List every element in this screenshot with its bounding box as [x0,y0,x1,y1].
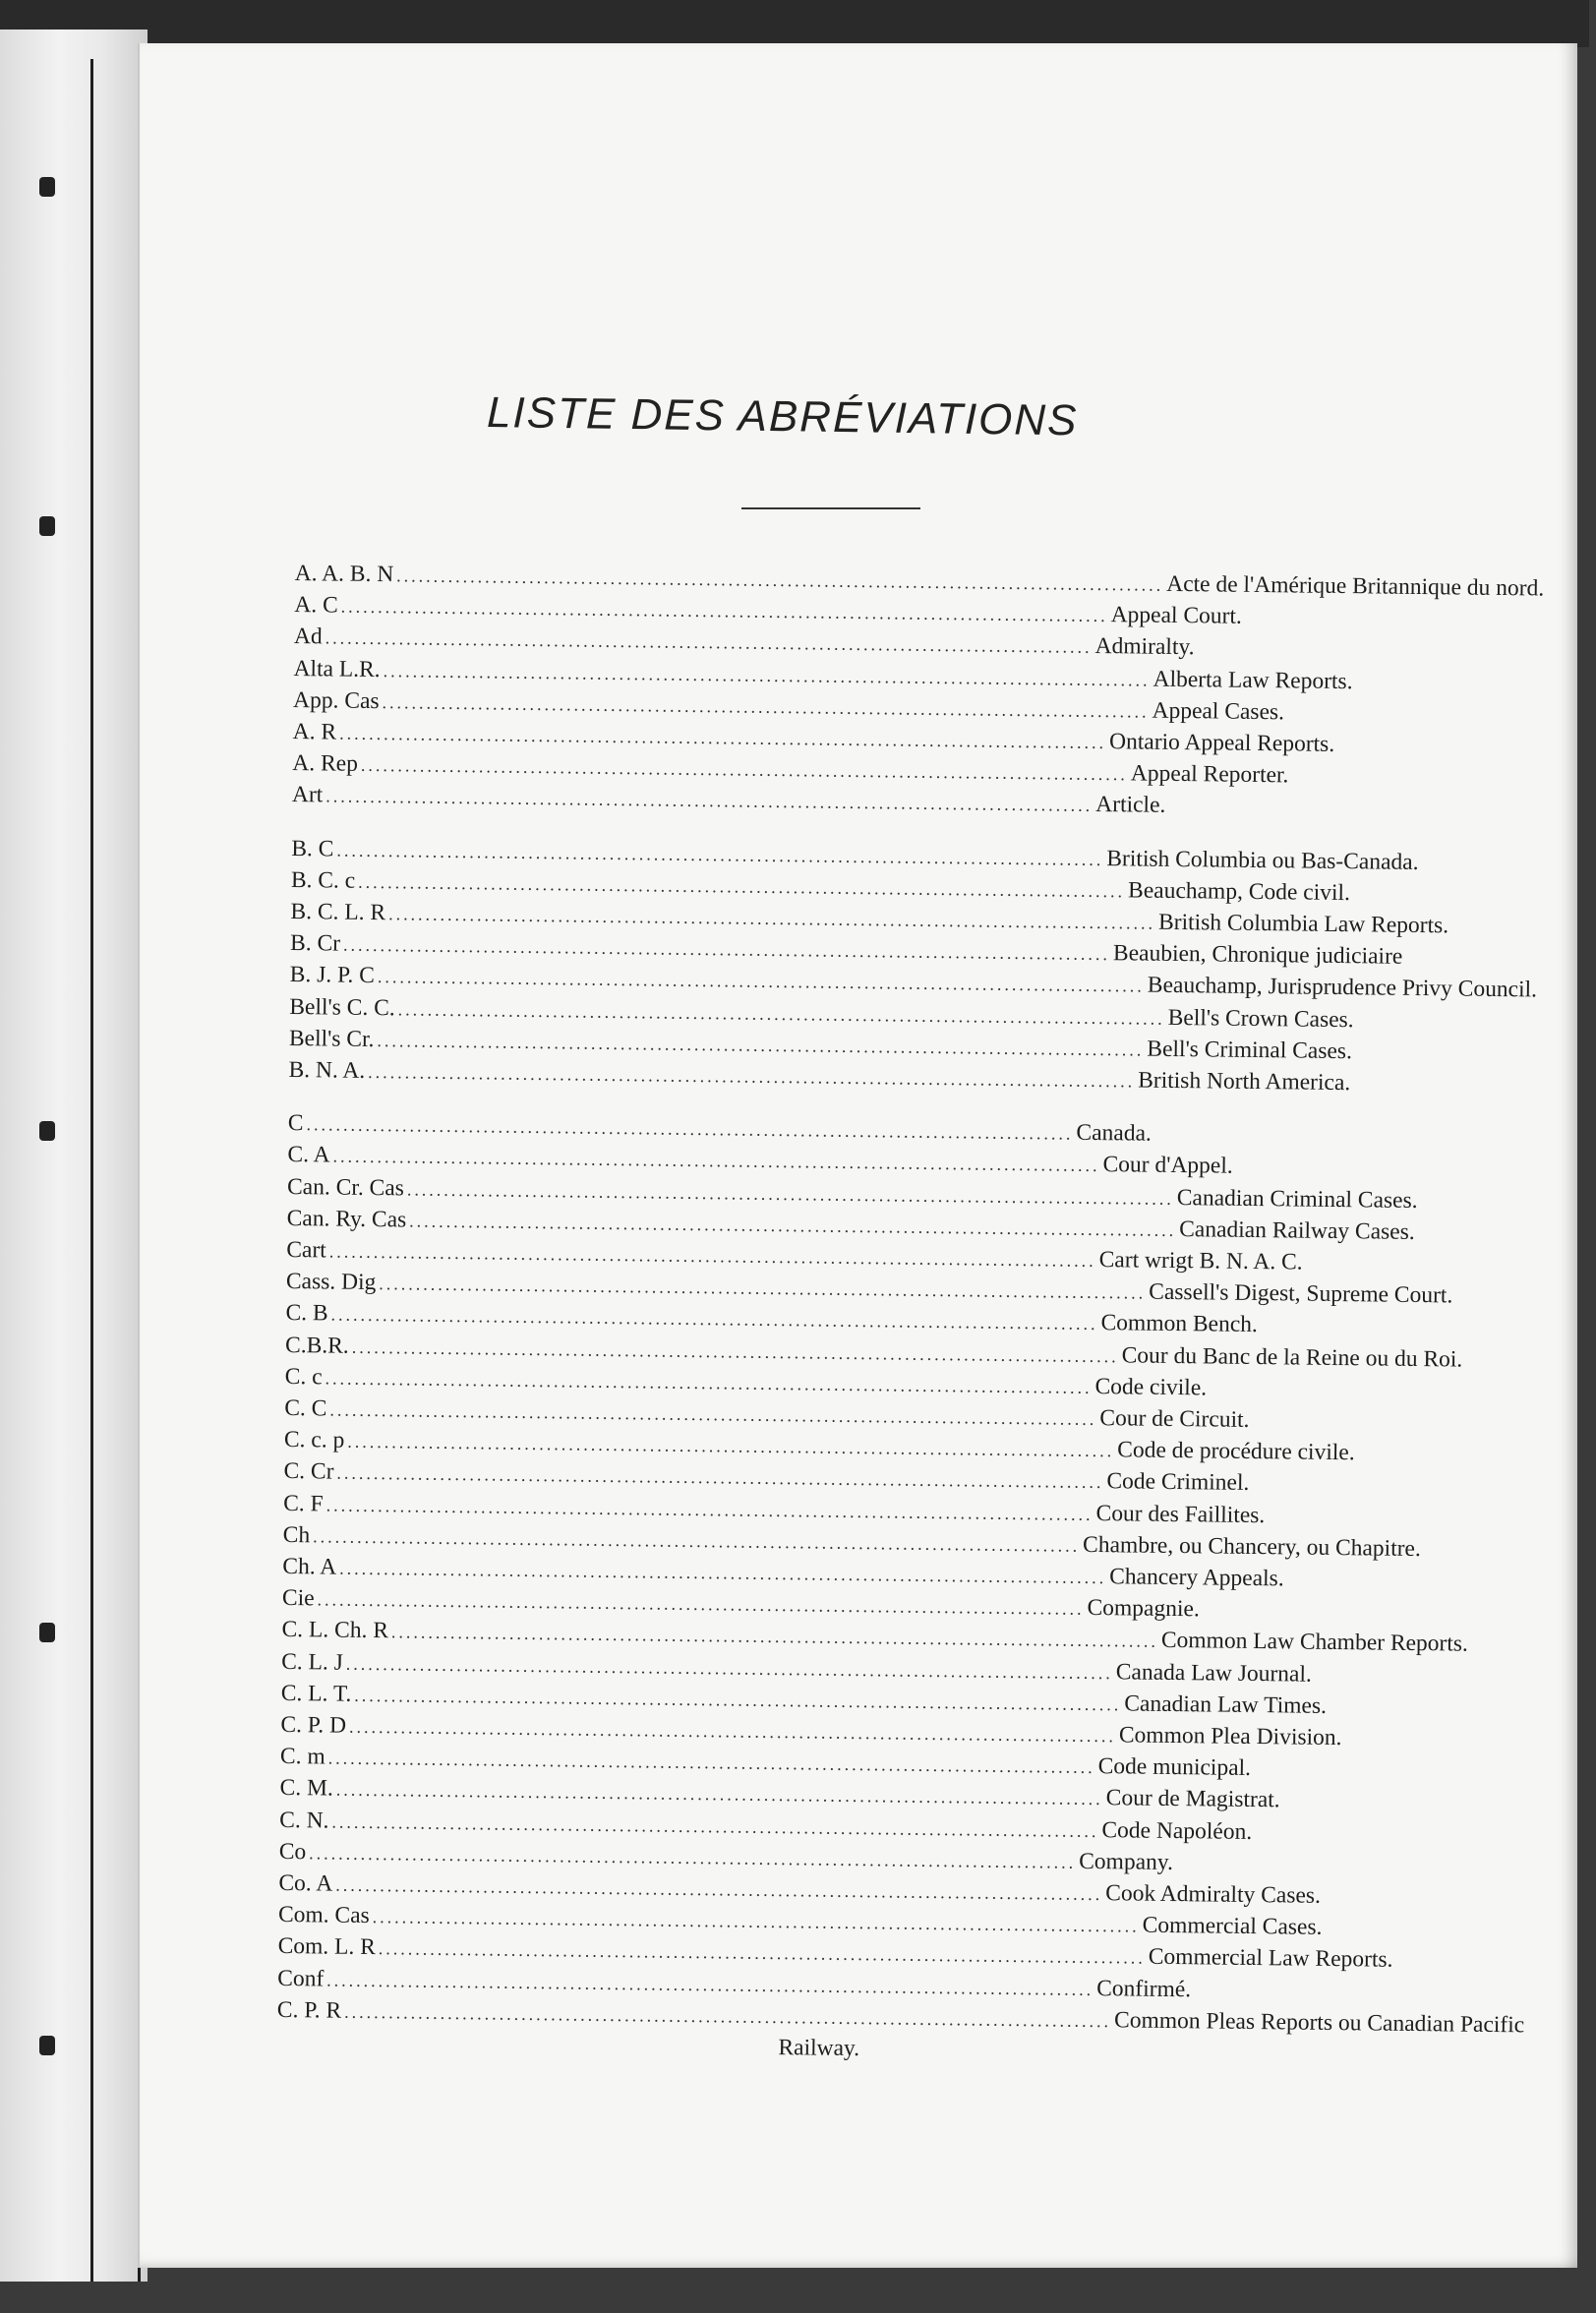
abbreviation-term: Art [291,781,324,808]
dot-leader: ........................................................................................................ [378,1938,1146,1968]
abbreviation-term: C. L. Ch. R [281,1616,389,1644]
dot-leader: ........................................................................................................ [348,1716,1117,1747]
abbreviation-term: Cie [281,1584,315,1612]
abbreviation-definition: Beauchamp, Jurisprudence Privy Council. [1147,972,1538,1003]
abbreviation-term: C. L. J [281,1648,344,1676]
abbreviation-definition: Common Bench. [1100,1310,1259,1338]
abbreviation-definition: Code municipal. [1097,1753,1252,1781]
abbreviation-term: C. Cr [283,1457,334,1485]
abbreviation-definition: Appeal Reporter. [1130,760,1289,789]
abbreviation-definition: Appeal Court. [1110,602,1242,629]
abbreviation-term: C. c. p [283,1426,345,1453]
abbreviation-definition: Common Plea Division. [1118,1722,1342,1751]
abbreviation-definition: Chancery Appeals. [1109,1564,1284,1592]
dot-leader: ........................................................................................................ [351,1336,1119,1367]
abbreviation-definition: Chambre, ou Chancery, ou Chapitre. [1082,1531,1421,1563]
abbreviation-term: Ad [293,623,323,650]
abbreviation-term: B. N. A. [288,1056,366,1084]
abbreviation-definition: Cour de Magistrat. [1105,1785,1280,1813]
dot-leader: ........................................................................................................ [344,2001,1112,2032]
abbreviation-term: Bell's Cr. [288,1025,375,1053]
abbreviation-term: C. A [287,1141,330,1168]
abbreviation-definition: Acte de l'Amérique Britannique du nord. [1166,570,1545,602]
dot-leader: ........................................................................................................ [339,723,1107,753]
abbreviation-term: Co [278,1838,307,1866]
dot-leader: ........................................................................................................ [388,904,1156,933]
dot-leader: ........................................................................................................ [328,1241,1096,1272]
abbreviation-definition: Commercial Law Reports. [1148,1943,1393,1973]
dot-leader: ........................................................................................................ [327,1748,1095,1778]
dot-leader: ........................................................................................................ [390,1622,1159,1651]
dot-leader: ........................................................................................................ [342,934,1111,965]
abbreviation-term: C. c [284,1363,323,1391]
abbreviation-term: Can. Cr. Cas [286,1173,405,1202]
abbreviation-definition: Article. [1095,791,1166,818]
abbreviation-definition: British Columbia Law Reports. [1157,909,1449,939]
dot-leader: ........................................................................................................ [377,967,1145,996]
dot-leader: ........................................................................................................ [379,1274,1147,1303]
abbreviation-term: A. R [292,718,337,745]
abbreviation-term: C. L. T. [280,1680,352,1707]
dot-leader: ........................................................................................................ [335,1874,1103,1905]
abbreviation-term: Ch [282,1521,311,1549]
abbreviation-definition: Canadian Criminal Cases. [1176,1185,1418,1214]
abbreviation-definition: Alberta Law Reports. [1153,666,1353,695]
abbreviation-term: Alta L.R. [293,655,381,683]
abbreviation-term: C. N. [279,1807,329,1834]
dot-leader: ........................................................................................................ [332,1146,1100,1176]
abbreviation-definition: Code civile. [1094,1374,1208,1401]
abbreviation-term: Can. Ry. Cas [286,1205,407,1233]
abbreviation-term: B. C. L. R [290,898,386,926]
dot-leader: ........................................................................................................ [325,1495,1094,1524]
abbreviation-definition-continuation: Railway. [778,2035,860,2062]
abbreviation-definition: Common Law Chamber Reports. [1160,1627,1469,1657]
dot-leader: ........................................................................................................ [382,692,1150,722]
abbreviation-definition: Beaubien, Chronique judiciaire [1112,940,1403,970]
dot-leader: ........................................................................................................ [345,1653,1113,1684]
abbreviation-definition: Bell's Crown Cases. [1167,1004,1354,1034]
abbreviation-term: Bell's C. C. [289,993,395,1022]
dot-leader: ........................................................................................................ [336,840,1104,870]
abbreviation-definition: British North America. [1138,1067,1351,1097]
abbreviation-definition: Cour du Banc de la Reine ou du Roi. [1121,1342,1463,1373]
abbreviation-definition: Canada Law Journal. [1115,1659,1312,1688]
dot-leader: ........................................................................................................ [330,1304,1098,1334]
abbreviation-term: B. C [291,835,334,862]
abbreviation-definition: Ontario Appeal Reports. [1108,729,1335,757]
abbreviation-definition: Canada. [1076,1119,1153,1147]
abbreviation-definition: Code Criminel. [1106,1468,1250,1496]
abbreviation-entry [291,781,1166,820]
dot-leader: ........................................................................................................ [383,661,1151,690]
abbreviation-definition: Code de procédure civile. [1117,1437,1355,1466]
abbreviation-entry [276,1996,1525,2040]
dot-leader: ........................................................................................................ [340,596,1108,626]
abbreviation-term: Co. A [278,1869,333,1897]
abbreviation-term: A. A. B. N [294,560,394,588]
dot-leader: ........................................................................................................ [409,1211,1177,1240]
abbreviation-definition: Canadian Law Times. [1124,1690,1328,1719]
abbreviation-term: A. C [294,591,338,619]
abbreviation-definition: Compagnie. [1087,1594,1200,1623]
abbreviation-definition: Appeal Cases. [1152,697,1285,726]
abbreviation-term: C. M. [279,1774,333,1802]
abbreviation-definition: Code Napoléon. [1101,1817,1253,1845]
abbreviation-term: Conf [277,1965,325,1992]
dot-leader: ........................................................................................................ [306,1114,1074,1144]
dot-leader: ........................................................................................................ [358,871,1126,902]
abbreviation-term: C. C [284,1394,327,1422]
abbreviation-definition: Confirmé. [1096,1976,1192,2003]
dot-leader: ........................................................................................................ [336,1462,1104,1493]
abbreviation-definition: British Columbia ou Bas-Canada. [1106,846,1419,875]
dot-leader: ........................................................................................................ [331,1811,1099,1842]
abbreviation-term: C [287,1109,304,1137]
abbreviation-term: App. Cas [292,686,380,715]
abbreviation-term: C. m [279,1743,325,1770]
abbreviation-term: Cass. Dig [285,1268,377,1296]
abbreviation-term: A. Rep [292,749,359,777]
abbreviation-term: C. F [283,1490,324,1517]
abbreviation-definition: Cour d'Appel. [1102,1152,1233,1179]
dot-leader: ........................................................................................................ [360,754,1128,785]
dot-leader: ........................................................................................................ [368,1061,1136,1092]
abbreviation-definition: Company. [1079,1848,1174,1876]
dot-leader: ........................................................................................................ [325,1368,1093,1397]
abbreviation-term: C. B [285,1299,328,1327]
abbreviation-term: C.B.R. [284,1332,349,1359]
dot-leader: ........................................................................................................ [339,1558,1107,1588]
dot-leader: ........................................................................................................ [354,1685,1122,1715]
abbreviation-definition: Admiralty. [1094,632,1195,661]
abbreviation-term: Cart [286,1236,326,1264]
dot-leader: ........................................................................................................ [326,1970,1094,2000]
abbreviation-term: B. J. P. C [289,961,376,989]
dot-leader: ........................................................................................................ [347,1431,1115,1461]
abbreviation-term: Ch. A [282,1553,337,1580]
dot-leader: ........................................................................................................ [372,1907,1140,1936]
abbreviation-definition: Canadian Railway Cases. [1179,1216,1415,1245]
abbreviation-definition: Cour des Faillites. [1095,1501,1266,1529]
dot-leader: ........................................................................................................ [325,627,1093,657]
abbreviation-term: B. C. c [290,866,356,894]
dot-leader: ........................................................................................................ [317,1589,1085,1619]
abbreviation-term: Com. L. R [277,1932,377,1961]
dot-leader: ........................................................................................................ [396,565,1164,595]
dot-leader: ........................................................................................................ [397,999,1165,1029]
abbreviation-term: B. Cr [289,929,341,957]
dot-leader: ........................................................................................................ [309,1843,1077,1872]
abbreviation-definition: Cook Admiralty Cases. [1105,1880,1322,1909]
abbreviation-term: C. P. R [276,1996,342,2024]
dot-leader: ........................................................................................................ [377,1031,1145,1060]
dot-leader: ........................................................................................................ [406,1179,1174,1209]
abbreviation-definition: Bell's Criminal Cases. [1147,1036,1353,1065]
page-title: LISTE DES ABRÉVIATIONS [486,387,1079,445]
abbreviation-definition: Cour de Circuit. [1099,1405,1250,1433]
abbreviation-definition: Cassell's Digest, Supreme Court. [1149,1278,1453,1309]
dot-leader: ........................................................................................................ [329,1399,1097,1430]
abbreviation-term: C. P. D [280,1711,347,1739]
dot-leader: ........................................................................................................ [313,1526,1081,1556]
dot-leader: ........................................................................................................ [335,1779,1103,1809]
dot-leader: ........................................................................................................ [325,786,1094,815]
abbreviation-definition: Common Pleas Reports ou Canadian Pacific [1113,2007,1525,2039]
abbreviation-definition: Commercial Cases. [1142,1912,1323,1940]
abbreviation-definition: Beauchamp, Code civil. [1127,877,1351,907]
abbreviation-definition: Cart wrigt B. N. A. C. [1098,1247,1303,1275]
abbreviation-term: Com. Cas [277,1901,370,1929]
